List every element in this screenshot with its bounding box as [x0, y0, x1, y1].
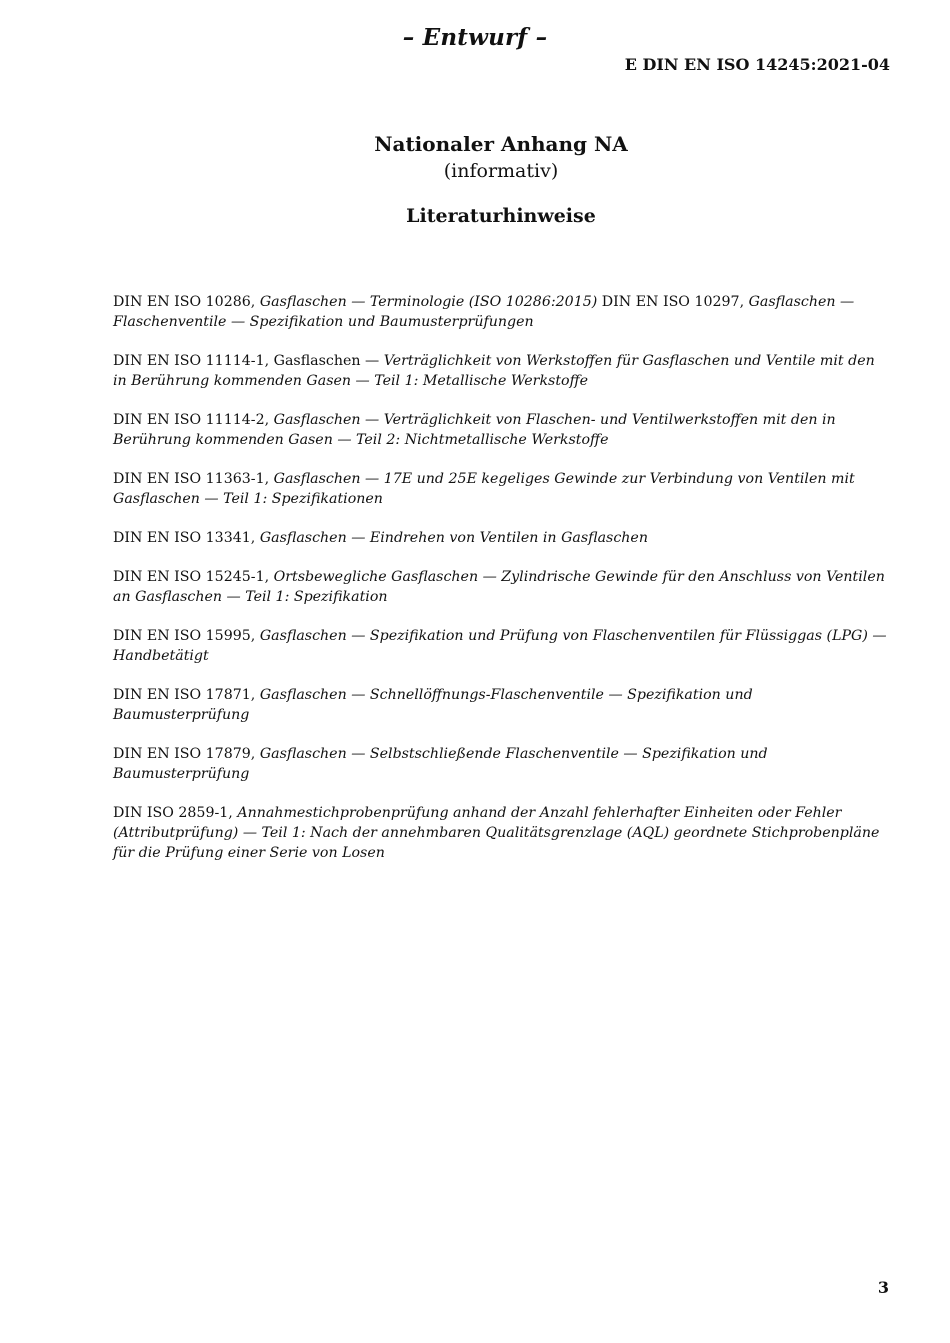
reference-id: DIN EN ISO 17879,	[113, 746, 260, 762]
reference-entry	[113, 351, 890, 391]
reference-entry	[113, 744, 890, 784]
reference-id: DIN EN ISO 13341,	[113, 530, 260, 546]
draft-mark: – Entwurf –	[402, 24, 548, 51]
reference-id: DIN EN ISO 11363-1,	[113, 471, 274, 487]
reference-title: Gasflaschen — Spezifikation und Prüfung von Flaschenventilen für Flüssiggas (LPG) — Handbetätigt	[113, 628, 887, 664]
reference-id: DIN EN ISO 10297,	[597, 294, 749, 310]
reference-title: Gasflaschen — Terminologie (ISO 10286:2015)	[259, 294, 598, 310]
reference-id: DIN EN ISO 17871,	[113, 687, 260, 703]
reference-title: Annahmestichprobenprüfung anhand der Anzahl fehlerhafter Einheiten oder Fehler (Attributprüfung) — Teil 1: Nach der annehmbaren Qualitätsgrenzlage (AQL) geordnete Stichprobenpläne für die Prüfung einer Serie von Losen	[113, 805, 880, 861]
annex-title: Nationaler Anhang NA	[374, 132, 628, 156]
section-title: Literaturhinweise	[406, 205, 596, 227]
reference-title: Gasflaschen — Selbstschließende Flaschenventile — Spezifikation und Baumusterprüfung	[113, 746, 768, 782]
reference-id: DIN EN ISO 15245-1,	[113, 569, 274, 585]
reference-entry	[113, 528, 890, 548]
reference-entry	[113, 469, 890, 509]
reference-entry	[113, 626, 890, 666]
reference-title: Gasflaschen — Schnellöffnungs-Flaschenventile — Spezifikation und Baumusterprüfung	[113, 687, 753, 723]
annex-subtitle: (informativ)	[443, 160, 559, 182]
reference-id: DIN ISO 2859-1,	[113, 805, 238, 821]
reference-id: DIN EN ISO 11114-1, Gasflaschen —	[113, 353, 384, 369]
reference-title: Verträglichkeit von Werkstoffen für Gasflaschen und Ventile mit den in Berührung kommenden Gasen — Teil 1: Metallische Werkstoffe	[113, 353, 875, 389]
reference-title: Ortsbewegliche Gasflaschen — Zylindrische Gewinde für den Anschluss von Ventilen an Gasflaschen — Teil 1: Spezifikation	[113, 569, 885, 605]
reference-title: Gasflaschen — 17E und 25E kegeliges Gewinde zur Verbindung von Ventilen mit Gasflaschen — Teil 1: Spezifikationen	[113, 471, 855, 507]
reference-entry	[113, 292, 890, 332]
annex-heading	[0, 130, 950, 227]
reference-title: Gasflaschen — Eindrehen von Ventilen in Gasflaschen	[259, 530, 648, 546]
reference-entry	[113, 410, 890, 450]
reference-title: Gasflaschen — Verträglichkeit von Flaschen- und Ventilwerkstoffen mit den in Berührung kommenden Gasen — Teil 2: Nichtmetallische Werkstoffe	[113, 412, 836, 448]
reference-list	[113, 292, 890, 882]
reference-entry	[113, 803, 890, 863]
reference-title: Gasflaschen — Flaschenventile — Spezifikation und Baumusterprüfungen	[113, 294, 855, 330]
page-number: 3	[877, 1278, 889, 1297]
reference-id: DIN EN ISO 11114-2,	[113, 412, 274, 428]
document-id: E DIN EN ISO 14245:2021-04	[624, 55, 890, 74]
reference-id: DIN EN ISO 15995,	[113, 628, 260, 644]
reference-entry	[113, 685, 890, 725]
reference-entry	[113, 567, 890, 607]
reference-id: DIN EN ISO 10286,	[113, 294, 260, 310]
